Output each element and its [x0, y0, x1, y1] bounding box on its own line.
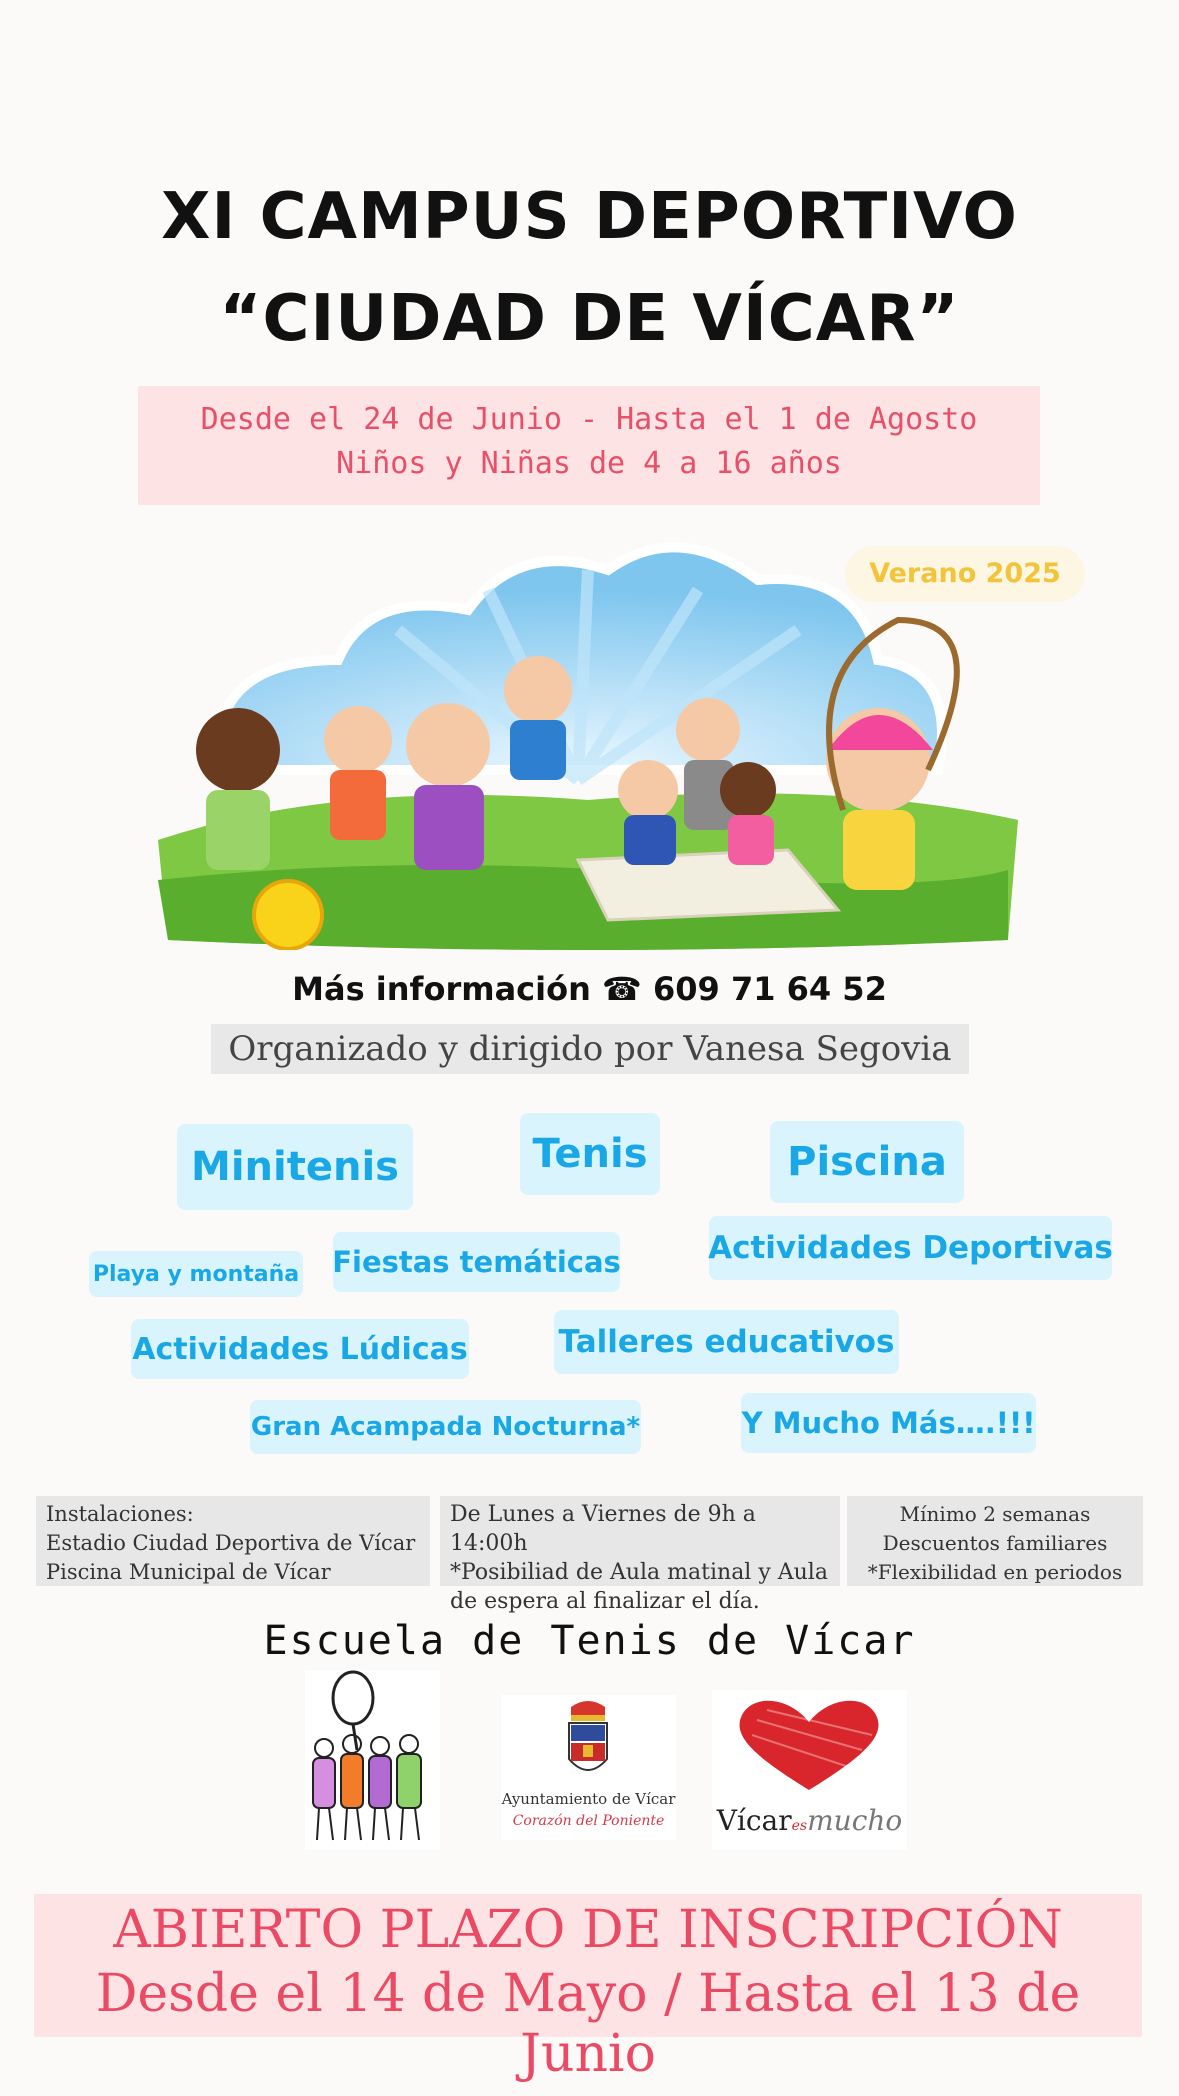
vicar-es-mucho-text [712, 1804, 907, 1837]
dates-line-1: Desde el 24 de Junio - Hasta el 1 de Agosto [200, 402, 978, 437]
schedule-line: *Posibiliad de Aula matinal y Aula [450, 1560, 828, 1585]
vicar-es-mucho-logo [712, 1690, 907, 1850]
ayuntamiento-slogan: Corazón del Poniente [512, 1813, 665, 1829]
conditions-line: Descuentos familiares [882, 1531, 1108, 1555]
activity-deportivas: Actividades Deportivas [709, 1216, 1112, 1280]
organizer-label: Organizado y dirigido por Vanesa Segovia [211, 1024, 969, 1074]
facilities-info [36, 1496, 430, 1586]
facilities-line: Estadio Ciudad Deportiva de Vícar [46, 1531, 416, 1555]
heart-icon [712, 1690, 907, 1800]
title-line-1: XI CAMPUS DEPORTIVO [161, 180, 1018, 254]
conditions-line: *Flexibilidad en periodos [867, 1560, 1123, 1584]
facilities-line: Instalaciones: [46, 1502, 194, 1526]
mucho-word: mucho [807, 1804, 903, 1837]
more-info-phone: Más información ☎ 609 71 64 52 [292, 970, 887, 1008]
activity-talleres: Talleres educativos [554, 1310, 899, 1374]
registration-line-2: Desde el 14 de Mayo / Hasta el 13 de Junio [95, 1964, 1081, 2084]
activity-minitenis: Minitenis [177, 1124, 413, 1210]
activity-piscina: Piscina [770, 1121, 964, 1203]
registration-box [34, 1894, 1142, 2084]
tennis-school-heading: Escuela de Tenis de Vícar [263, 1618, 916, 1664]
activity-tenis: Tenis [520, 1113, 660, 1195]
dates-line-2: Niños y Niñas de 4 a 16 años [336, 446, 842, 481]
vicar-word: Vícar [716, 1804, 792, 1837]
schedule-info [440, 1496, 840, 1614]
conditions-line: Mínimo 2 semanas [899, 1502, 1091, 1526]
es-word: es [791, 1818, 808, 1834]
registration-line-1: ABIERTO PLAZO DE INSCRIPCIÓN [113, 1900, 1063, 1960]
coat-of-arms-icon [501, 1695, 676, 1785]
activity-playa-montana: Playa y montaña [89, 1251, 303, 1297]
activity-ludicas: Actividades Lúdicas [131, 1319, 469, 1379]
title-line-2: “CIUDAD DE VÍCAR” [219, 282, 960, 356]
activity-acampada: Gran Acampada Nocturna* [250, 1400, 641, 1454]
ayuntamiento-logo [501, 1695, 676, 1840]
tennis-school-logo [305, 1670, 440, 1850]
activity-fiestas: Fiestas temáticas [333, 1232, 620, 1292]
schedule-line: de espera al finalizar el día. [450, 1589, 760, 1614]
facilities-line: Piscina Municipal de Vícar [46, 1560, 331, 1584]
tennis-players-icon [305, 1670, 440, 1850]
dates-box [138, 386, 1040, 505]
conditions-info [847, 1496, 1143, 1586]
summer-badge: Verano 2025 [845, 546, 1085, 602]
schedule-line: De Lunes a Viernes de 9h a 14:00h [450, 1502, 756, 1556]
activity-mucho-mas: Y Mucho Más….!!! [741, 1393, 1036, 1453]
ayuntamiento-name: Ayuntamiento de Vícar [501, 1790, 676, 1808]
